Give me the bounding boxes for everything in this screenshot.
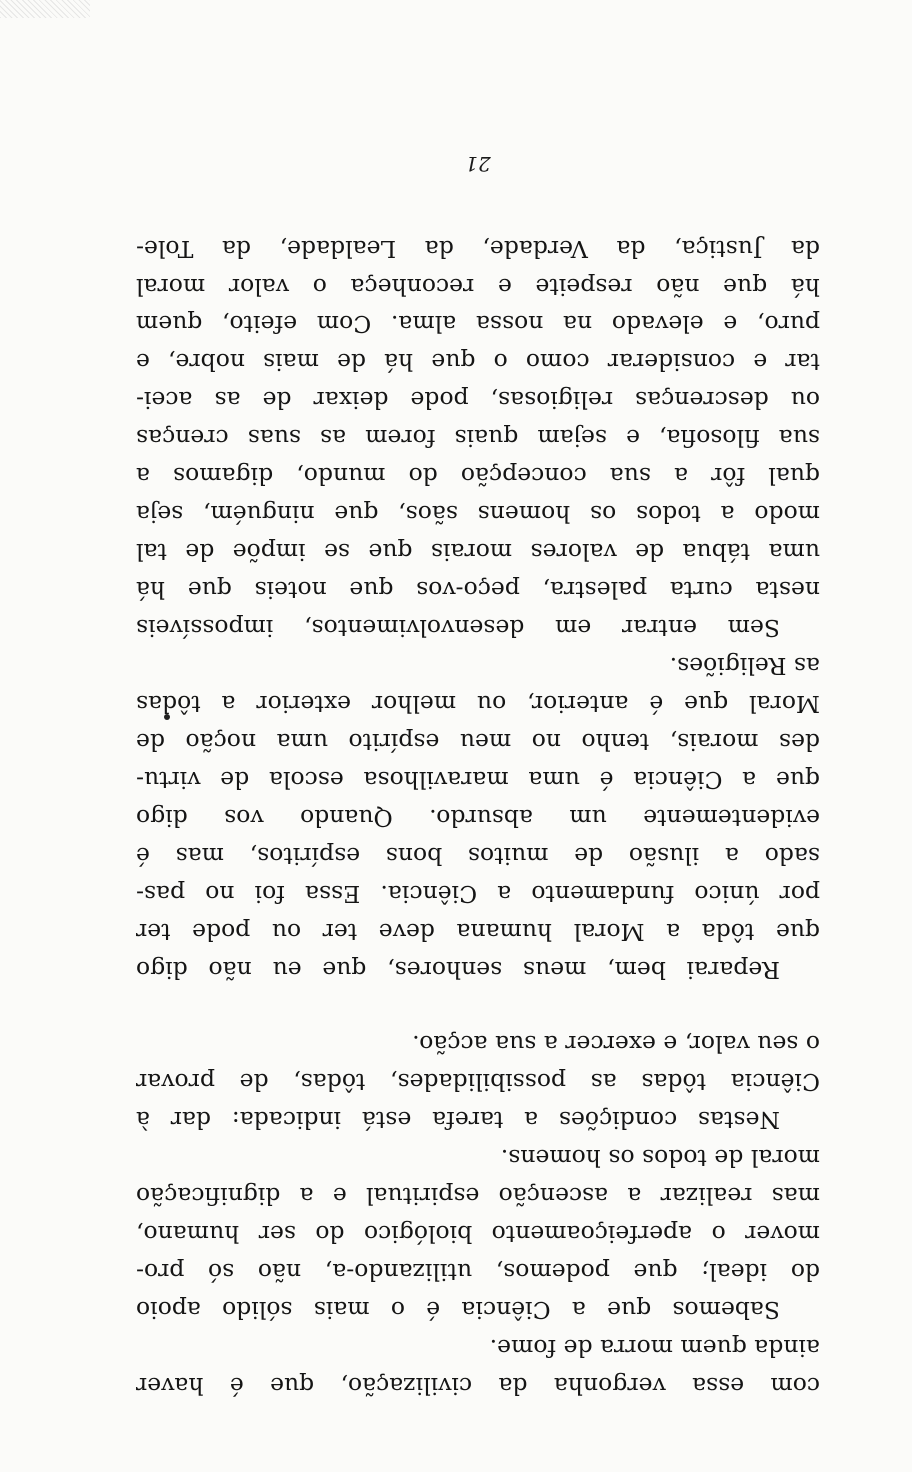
text-line: que a Ciência é uma maravilhosa escola de virtu- <box>136 766 820 794</box>
text-line: uma tábua de valores morais que se impõe de tal <box>136 538 820 566</box>
text-line: mas realizar a ascenção espiritual e a dignificação <box>136 1182 820 1210</box>
text-line: da Justiça, da Verdade, da Lealdade, da Tole- <box>136 235 820 263</box>
page-number: 21 <box>465 152 491 176</box>
text-line: mover o aperfeiçoamento biológico do ser humano, <box>136 1220 820 1248</box>
text-line: do ideal; que podemos, utilizando-a, não só pro- <box>136 1258 820 1286</box>
text-line: Moral que é anterior, ou melhor exterior a tôdas <box>136 690 820 718</box>
text-line: moral de todos os homens. <box>500 1144 820 1172</box>
text-line: que tôda a Moral humana deve ter ou pode ter <box>136 918 820 946</box>
text-line: Sem entrar em desenvolvimentos, impossíveis <box>136 614 780 642</box>
text-line: qual fôr a sua concepção do mundo, digamos a <box>136 462 820 490</box>
text-line: tar e considerar como o que há de mais nobre, e <box>136 348 820 376</box>
text-line: evidentemente um absurdo. Quando vos digo <box>136 804 820 832</box>
text-line: Ciência tôdas as possibilidades, tôdas, de provar <box>136 1068 820 1096</box>
text-line: o seu valor, e exercer a sua acção. <box>412 1030 820 1058</box>
text-line: nesta curta palestra, peço-vos que noteis que há <box>136 576 820 604</box>
page-text <box>136 0 820 1472</box>
text-line: sado a ilusão de muitos bons espíritos, mas é <box>136 842 820 870</box>
text-line: ou descrenças religiosas, pode deixar de as acei- <box>136 386 820 414</box>
text-line: por único fundamento a Ciência. Essa foi no pas- <box>136 880 820 908</box>
text-line: des morais, tenho no meu espírito uma noção de <box>136 728 820 756</box>
text-line: ainda quem morra de fome. <box>489 1334 820 1362</box>
text-line: puro, e elevado na nossa alma. Com efeito, quem <box>136 310 820 338</box>
text-line: modo a todos os homens sãos, que ninguém, seja <box>136 500 820 528</box>
text-line: com essa vergonha da civilização, que é haver <box>136 1372 820 1400</box>
text-line: há que não respeite e reconheça o valor moral <box>136 273 820 301</box>
text-line: as Religiões. <box>669 652 820 680</box>
text-line: Sabemos que a Ciência é o mais sólido apoio <box>136 1296 780 1324</box>
text-line: Reparai bem, meus senhores, que eu não digo <box>136 956 780 984</box>
text-line: Nestas condições a tarefa está indicada: dar à <box>136 1106 780 1134</box>
text-line: sua filosofia, e sejam quais forem as suas crenças <box>136 424 820 452</box>
